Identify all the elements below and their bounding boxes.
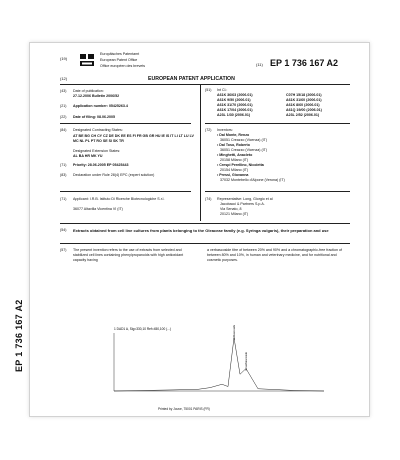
publication-date-value: 27.12.2006 Bulletin 2006/52 [73,94,120,98]
abstract-left: The present invention refers to the use of extracts from selected and stabilized cell lines containing phenylpropanoids with high antioxidant capacity having [73,248,184,263]
office-name-fr: Office européen des brevets [100,64,146,68]
extension-states-label: Designated Extension States: [73,149,121,153]
code-11: (11) [256,62,263,67]
divider [60,243,350,244]
ipc-class: A23L 2/52 (2006.01) [286,113,320,117]
application-number: Application number: 05425263.4 [73,104,128,108]
office-name-de: Europäisches Patentamt [100,52,140,56]
publication-date-label: Date of publication: [73,89,104,93]
field-code: (72) [205,128,212,132]
divider [205,191,350,192]
header-rule [60,84,350,85]
document-title: EUROPEAN PATENT APPLICATION [148,76,235,82]
epo-logo-icon [79,53,95,67]
divider [60,223,350,224]
applicant: Applicant: I.R.B. Istituto Di Ricerche Biotecnologiche S.r.l. [73,197,165,201]
divider [60,191,191,192]
inventor-line: • Crespi Perellino, Nicoletta [217,163,264,167]
abstract-right: a verbascoside titre of between 20% and 90% and a chromatographic-free fraction of between 80% and 10%, in human and veterinary medicine, and for nutritional and cosmetic purposes. [207,248,343,263]
representative-line: 20121 Milano (IT) [220,212,249,216]
field-code: (57) [60,248,67,252]
field-code: (22) [60,115,67,119]
peak-label: isoverbascoside [245,351,248,371]
peak-label: verbascoside [233,325,236,340]
divider [205,123,350,124]
ipc-class: A61K 8/60 (2006.01) [286,103,320,107]
applicant-address: 36077 Altavilla Vicentina VI (IT) [73,207,123,211]
code-12: (12) [60,76,68,81]
ipc-class: A61K 17/04 (2006.01) [217,108,253,112]
designated-states-value: AT BE BG CH CY CZ DE DK EE ES FI FR GB GR HU IE IS IT LI LT LU LV MC NL PL PT RO SE SI SK TR [73,134,194,144]
representative-line: Jacobacci & Partners S.p.A. [220,202,265,206]
ipc-class: A61K 9/50 (2006.01) [217,98,251,102]
ipc-label: Int Cl.: [217,88,228,92]
printer-line: Printed by Jouve, 75001 PARIS (FR) [158,407,210,411]
designated-states-label: Designated Contracting States: [73,128,123,132]
inventor-line: • Dal Toso, Roberto [217,143,250,147]
field-code: (84) [60,128,67,132]
publication-number: EP 1 736 167 A2 [270,58,339,68]
ipc-class: A23L 1/30 (2006.01) [217,113,251,117]
inventor-line: • Pressi, Giovanna [217,173,249,177]
chart-background [102,325,328,399]
field-code: (43) [60,89,67,93]
office-name-en: European Patent Office [100,58,138,62]
side-publication-number: EP 1 736 167 A2 [14,299,24,372]
chart-title: 1 DAD1 A, Sig=330,10 Ref=450,100 (...) [114,327,171,331]
priority: Priority: 28.06.2005 EP 05425443 [73,163,129,167]
extension-states-value: AL BA HR MK YU [73,154,103,158]
rule-declaration: Declaration under Rule 28(4) EPC (expert solution) [73,173,155,177]
ipc-class: C07H 15/18 (2006.01) [286,93,322,97]
field-code: (83) [60,173,67,177]
inventor-line: 36051 Creazzo (Vicenza) (IT) [220,148,268,152]
representative-label: Representative: Long, Giorgio et al [217,197,273,201]
inventor-line: 37032 Montebello d'Alpone (Verona) (IT) [220,178,285,182]
field-code: (51) [205,88,212,92]
column-divider [200,85,201,221]
field-code: (71) [60,197,67,201]
inventors-label: Inventors: [217,128,233,132]
code-19: (19) [60,56,68,61]
ipc-class: A61K 31/60 (2006.01) [286,98,322,102]
field-code: (74) [205,197,212,201]
inventor-line: • Dal Monte, Renzo [217,133,250,137]
ipc-class: A61K 31/70 (2006.01) [217,103,253,107]
invention-title: Extracts obtained from cell line cultures from plants belonging to the Oleaceae family (e.g. Syringa vulgaris), their preparation and use [73,228,329,233]
filing-date: Date of filing: 08.06.2005 [73,115,115,119]
field-code: (71) [60,163,67,167]
representative-line: Via Senato, 8 [220,207,242,211]
inventor-line: • Minghetti, Anacleto [217,153,253,157]
patent-page [29,42,370,417]
ipc-class: A61Q 19/00 (2006.01) [286,108,322,112]
inventor-line: 36051 Creazzo (Vicenza) (IT) [220,138,268,142]
field-code: (21) [60,104,67,108]
chromatogram-chart [102,325,328,399]
divider [60,123,191,124]
field-code: (54) [60,228,67,232]
ipc-class: A61K 36/63 (2006.01) [217,93,253,97]
inventor-line: 20158 Milano (IT) [220,158,249,162]
inventor-line: 20154 Milano (IT) [220,168,249,172]
